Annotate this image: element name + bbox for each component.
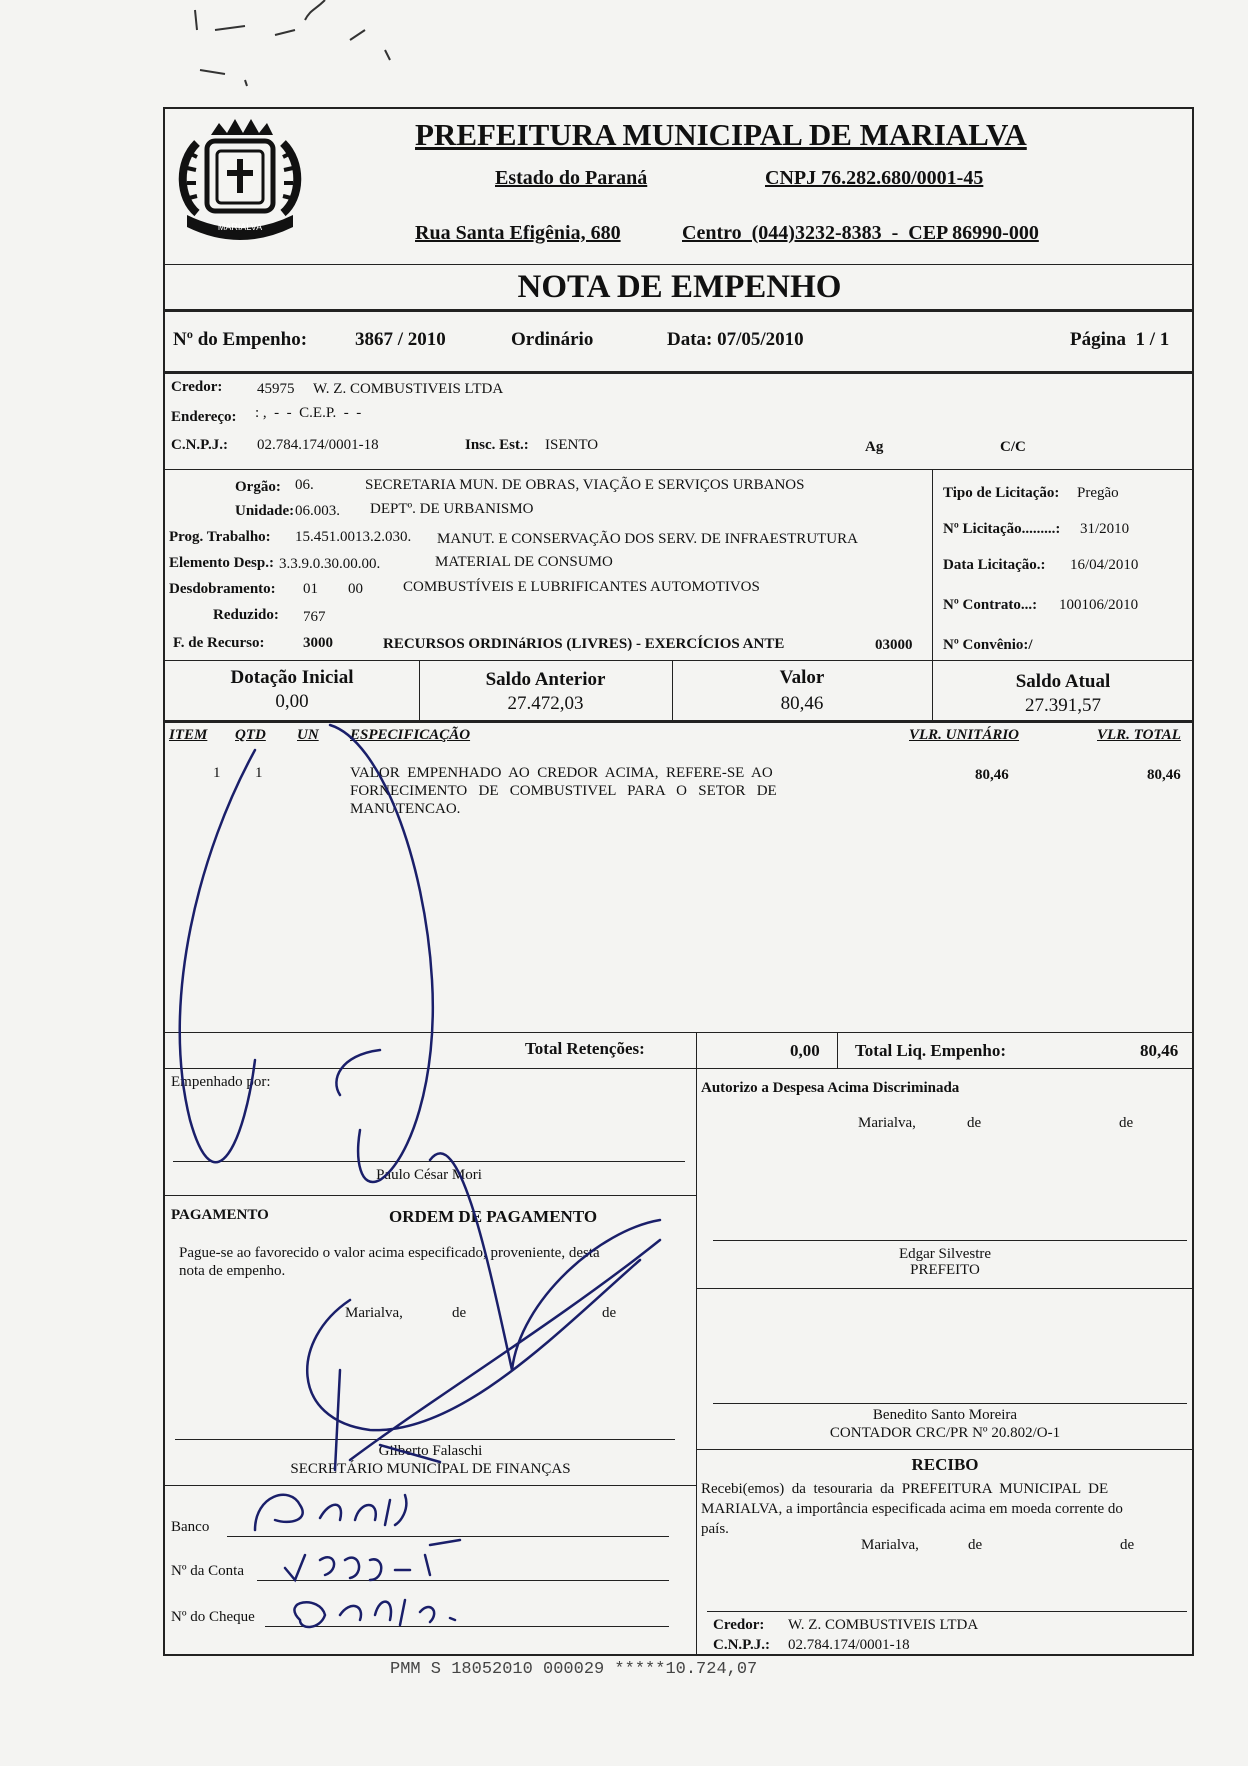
prefeito-signer: Edgar Silvestre	[898, 1246, 992, 1262]
liq-empenho-value: 80,46	[1140, 1041, 1179, 1060]
item-vlr-total: 80,46	[1147, 767, 1181, 783]
recibo-credor-value: W. Z. COMBUSTIVEIS LTDA	[788, 1617, 979, 1633]
scribble-marks	[185, 0, 445, 90]
autorizo-label: Autorizo a Despesa Acima Discriminada	[701, 1080, 960, 1096]
prog-label: Prog. Trabalho:	[169, 529, 271, 545]
autorizo-de1: de	[967, 1115, 982, 1131]
desdobramento-label: Desdobramento:	[169, 581, 276, 597]
header-address-rest: Centro (044)3232-8383 - CEP 86990-000	[682, 222, 1039, 244]
item-number: 1	[213, 765, 221, 781]
document-title: NOTA DE EMPENHO	[517, 269, 842, 305]
prefeito-role: PREFEITO	[910, 1262, 980, 1278]
credor-code: 45975	[257, 381, 295, 397]
contador-role: CONTADOR CRC/PR Nº 20.802/O-1	[829, 1425, 1061, 1441]
recibo-place: Marialva,	[861, 1537, 919, 1553]
desdobramento-code2: 00	[348, 581, 363, 597]
recibo-cnpj-label: C.N.P.J.:	[713, 1637, 770, 1653]
autorizo-de2: de	[1119, 1115, 1134, 1131]
data-licitacao-label: Data Licitação.:	[943, 557, 1046, 573]
elemento-label: Elemento Desp.:	[169, 555, 274, 571]
saldo-anterior-label: Saldo Anterior	[485, 669, 606, 690]
recurso-code2: 03000	[875, 637, 913, 653]
empenho-type: Ordinário	[511, 329, 594, 350]
contador-signer: Benedito Santo Moreira	[872, 1407, 1018, 1423]
empenho-date: Data: 07/05/2010	[667, 329, 804, 350]
retencoes-value: 0,00	[790, 1041, 820, 1060]
item-header: ITEM	[169, 727, 208, 743]
empenhado-label: Empenhado por:	[171, 1074, 271, 1090]
cnpj-label: C.N.P.J.:	[171, 437, 228, 453]
header-state: Estado do Paraná	[495, 167, 648, 189]
prog-name: MANUT. E CONSERVAÇÃO DOS SERV. DE INFRAESTRUTURA	[437, 531, 858, 547]
item-desc-line2: FORNECIMENTO DE COMBUSTIVEL PARA O SETOR DE	[350, 783, 777, 799]
item-desc-line3: MANUTENCAO.	[350, 801, 461, 817]
liq-empenho-label: Total Liq. Empenho:	[855, 1041, 1006, 1060]
dotacao-label: Dotação Inicial	[230, 667, 354, 688]
recurso-name: RECURSOS ORDINáRIOS (LIVRES) - EXERCÍCIOS ANTE	[383, 636, 785, 652]
num-licitacao-label: Nº Licitação.........:	[943, 521, 1061, 537]
pagamento-place: Marialva,	[345, 1305, 403, 1321]
recibo-de2: de	[1120, 1537, 1135, 1553]
unidade-name: DEPTº. DE URBANISMO	[370, 501, 534, 517]
nota-de-empenho-form	[163, 107, 1194, 1656]
desdobramento-code: 01	[303, 581, 318, 597]
endereco-value: : , - - C.E.P. - -	[255, 405, 362, 421]
un-header: UN	[297, 727, 319, 743]
insc-label: Insc. Est.:	[465, 437, 529, 453]
header-address: Rua Santa Efigênia, 680	[415, 222, 621, 244]
credor-label: Credor:	[171, 379, 223, 395]
cheque-field	[265, 1626, 669, 1627]
unidade-label: Unidade:	[235, 503, 295, 519]
qtd-header: QTD	[235, 727, 266, 743]
autorizo-place: Marialva,	[858, 1115, 916, 1131]
elemento-code: 3.3.9.0.30.00.00.	[279, 556, 381, 572]
vlr-total-header: VLR. TOTAL	[1097, 727, 1181, 743]
vlr-unitario-header: VLR. UNITÁRIO	[909, 727, 1020, 743]
item-qtd: 1	[255, 765, 263, 781]
pagamento-label: PAGAMENTO	[171, 1207, 269, 1223]
page-number: Página 1 / 1	[1070, 329, 1170, 350]
header-cnpj: CNPJ 76.282.680/0001-45	[765, 167, 984, 189]
cheque-label: Nº do Cheque	[171, 1609, 255, 1625]
item-desc-line1: VALOR EMPENHADO AO CREDOR ACIMA, REFERE-SE AO	[350, 765, 773, 781]
municipal-crest-icon	[167, 113, 317, 243]
empenho-number: 3867 / 2010	[355, 329, 446, 350]
retencoes-label: Total Retenções:	[525, 1039, 645, 1058]
pagamento-role: SECRETÁRIO MUNICIPAL DE FINANÇAS	[290, 1461, 571, 1477]
crest-text: MARIALVA	[217, 222, 263, 232]
cc-label: C/C	[1000, 439, 1026, 455]
unidade-code: 06.003.	[295, 503, 340, 519]
recibo-title: RECIBO	[911, 1455, 979, 1474]
reduzido-value: 767	[303, 609, 326, 625]
header-title: PREFEITURA MUNICIPAL DE MARIALVA	[415, 117, 1027, 152]
pagamento-de2: de	[602, 1305, 617, 1321]
dotacao-value: 0,00	[275, 691, 309, 712]
endereco-label: Endereço:	[171, 409, 237, 425]
recibo-cnpj-value: 02.784.174/0001-18	[788, 1637, 910, 1653]
ordem-pagamento-label: ORDEM DE PAGAMENTO	[389, 1207, 598, 1226]
ag-label: Ag	[865, 439, 884, 455]
saldo-atual-label: Saldo Atual	[1015, 671, 1111, 692]
reduzido-label: Reduzido:	[213, 607, 279, 623]
orgao-name: SECRETARIA MUN. DE OBRAS, VIAÇÃO E SERVIÇOS URBANOS	[365, 477, 805, 493]
valor-value: 80,46	[780, 693, 824, 714]
valor-label: Valor	[779, 667, 825, 688]
num-licitacao-value: 31/2010	[1080, 521, 1130, 537]
recibo-credor-label: Credor:	[713, 1617, 765, 1633]
empenhado-signer: Paulo César Mori	[376, 1167, 482, 1183]
elemento-name: MATERIAL DE CONSUMO	[435, 554, 613, 570]
especificacao-header: ESPECIFICAÇÃO	[350, 727, 471, 743]
recibo-de1: de	[968, 1537, 983, 1553]
item-vlr-unitario: 80,46	[975, 767, 1009, 783]
tipo-licitacao-value: Pregão	[1077, 485, 1119, 501]
credor-cnpj: 02.784.174/0001-18	[257, 437, 379, 453]
saldo-atual-value: 27.391,57	[1025, 695, 1101, 716]
insc-value: ISENTO	[545, 437, 599, 453]
data-licitacao-value: 16/04/2010	[1070, 557, 1139, 573]
conta-field	[257, 1580, 669, 1581]
banco-label: Banco	[171, 1519, 210, 1535]
pagamento-signer: Gilberto Falaschi	[378, 1443, 483, 1459]
desdobramento-name: COMBUSTÍVEIS E LUBRIFICANTES AUTOMOTIVOS	[403, 579, 760, 595]
convenio-label: Nº Convênio:/	[943, 637, 1033, 653]
orgao-label: Orgão:	[235, 479, 281, 495]
recibo-text2: MARIALVA, a importância especificada acima em moeda corrente do	[701, 1501, 1123, 1517]
credor-name: W. Z. COMBUSTIVEIS LTDA	[313, 381, 504, 397]
prog-code: 15.451.0013.2.030.	[295, 529, 412, 545]
banco-field	[227, 1536, 669, 1537]
recibo-text1: Recebi(emos) da tesouraria da PREFEITURA MUNICIPAL DE	[701, 1481, 1109, 1497]
tipo-licitacao-label: Tipo de Licitação:	[943, 485, 1060, 501]
contrato-value: 100106/2010	[1059, 597, 1139, 613]
recurso-label: F. de Recurso:	[173, 635, 265, 651]
recurso-code: 3000	[303, 635, 333, 651]
pagamento-text1: Pague-se ao favorecido o valor acima especificado, proveniente, desta	[179, 1245, 600, 1261]
empenho-label: Nº do Empenho:	[173, 329, 308, 350]
pagamento-de1: de	[452, 1305, 467, 1321]
pagamento-text2: nota de empenho.	[179, 1263, 286, 1279]
saldo-anterior-value: 27.472,03	[507, 693, 584, 714]
contrato-label: Nº Contrato...:	[943, 597, 1038, 613]
recibo-text3: país.	[701, 1521, 729, 1537]
processing-stamp: PMM S 18052010 000029 *****10.724,07	[390, 1660, 758, 1679]
orgao-code: 06.	[295, 477, 314, 493]
conta-label: Nº da Conta	[171, 1563, 244, 1579]
